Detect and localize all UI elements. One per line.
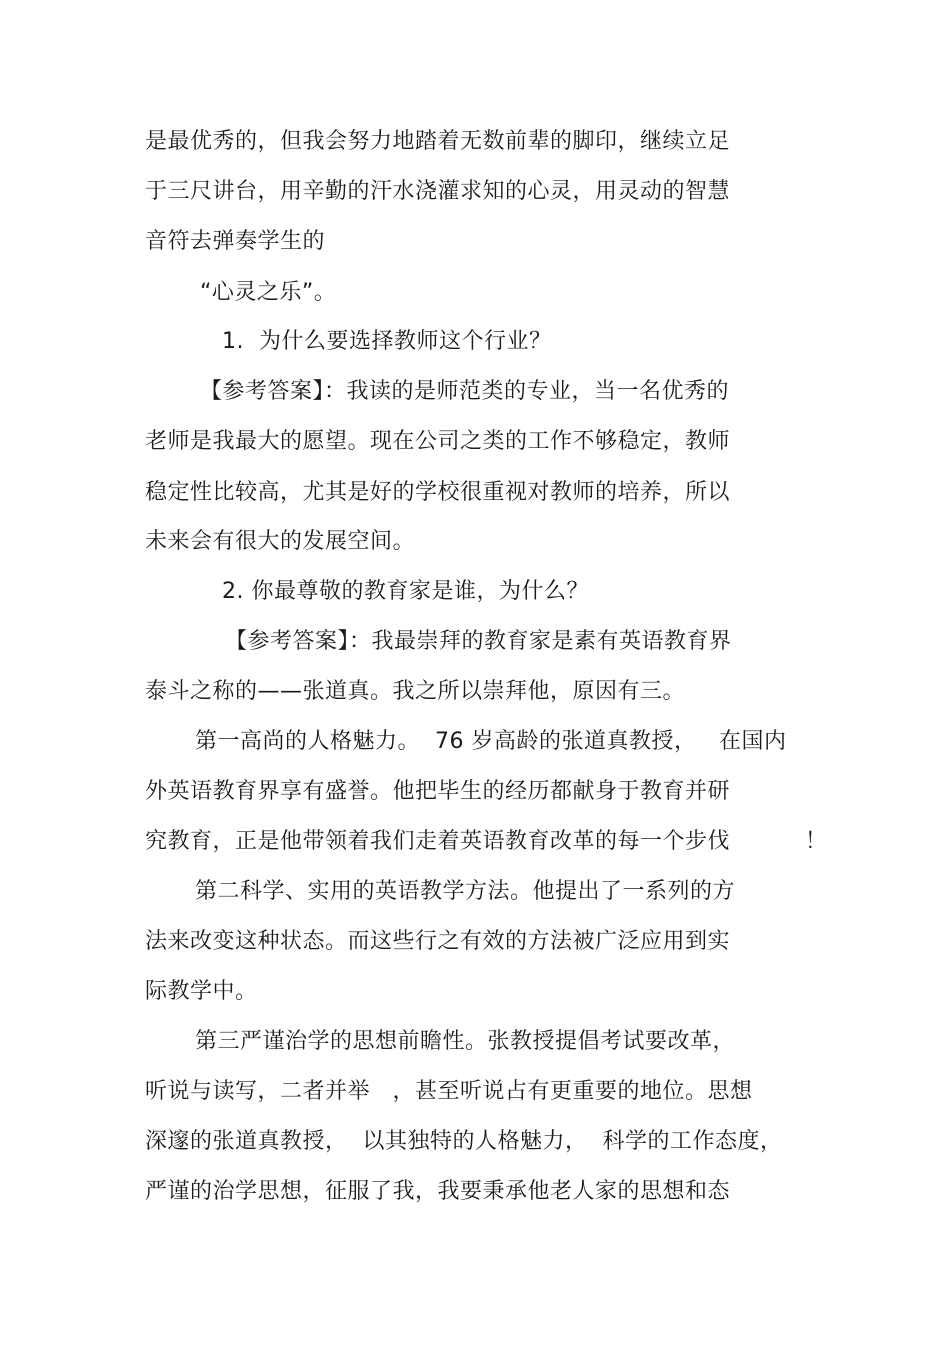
answer-label-line: 【参考答案】：我读的是师范类的专业，当一名优秀的	[200, 379, 730, 404]
text-line: 未来会有很大的发展空间。	[145, 529, 416, 554]
question-heading: 2. 你最尊敬的教育家是谁，为什么？	[222, 579, 589, 604]
text-line: 老师是我最大的愿望。现在公司之类的工作不够稳定，教师	[145, 429, 731, 454]
text-line: 稳定性比较高，尤其是好的学校很重视对教师的培养，所以	[145, 480, 731, 505]
text-line: 泰斗之称的——张道真。我之所以崇拜他，原因有三。	[145, 679, 686, 704]
text-line: 法来改变这种状态。而这些行之有效的方法被广泛应用到实	[145, 929, 731, 954]
text-line: “心灵之乐”。	[200, 280, 337, 305]
text-line: 第二科学、实用的英语教学方法。他提出了一系列的方	[195, 879, 736, 904]
text-line: 音符去弹奏学生的	[145, 229, 326, 254]
text-line: 第三严谨治学的思想前瞻性。张教授提倡考试要改革，	[195, 1029, 736, 1054]
text-line: 外英语教育界享有盛誉。他把毕生的经历都献身于教育并研	[145, 779, 731, 804]
text-line: 于三尺讲台，用辛勤的汗水浇灌求知的心灵，用灵动的智慧	[145, 179, 731, 204]
answer-label-line: 【参考答案】：我最崇拜的教育家是素有英语教育界	[225, 629, 732, 654]
text-line: 究教育，正是他带领着我们走着英语教育改革的每一个步伐 ！	[145, 829, 828, 854]
text-line: 际教学中。	[145, 979, 258, 1004]
text-line: 严谨的治学思想，征服了我，我要秉承他老人家的思想和态	[145, 1179, 731, 1204]
text-line: 是最优秀的，但我会努力地踏着无数前辈的脚印，继续立足	[145, 129, 731, 154]
text-line: 第一高尚的人格魅力。 76 岁高龄的张道真教授， 在国内	[195, 729, 787, 754]
text-line: 听说与读写，二者并举 ，甚至听说占有更重要的地位。思想	[145, 1079, 753, 1104]
question-heading: 1. 为什么要选择教师这个行业？	[222, 329, 552, 354]
text-line: 深邃的张道真教授， 以其独特的人格魅力， 科学的工作态度，	[145, 1129, 783, 1154]
